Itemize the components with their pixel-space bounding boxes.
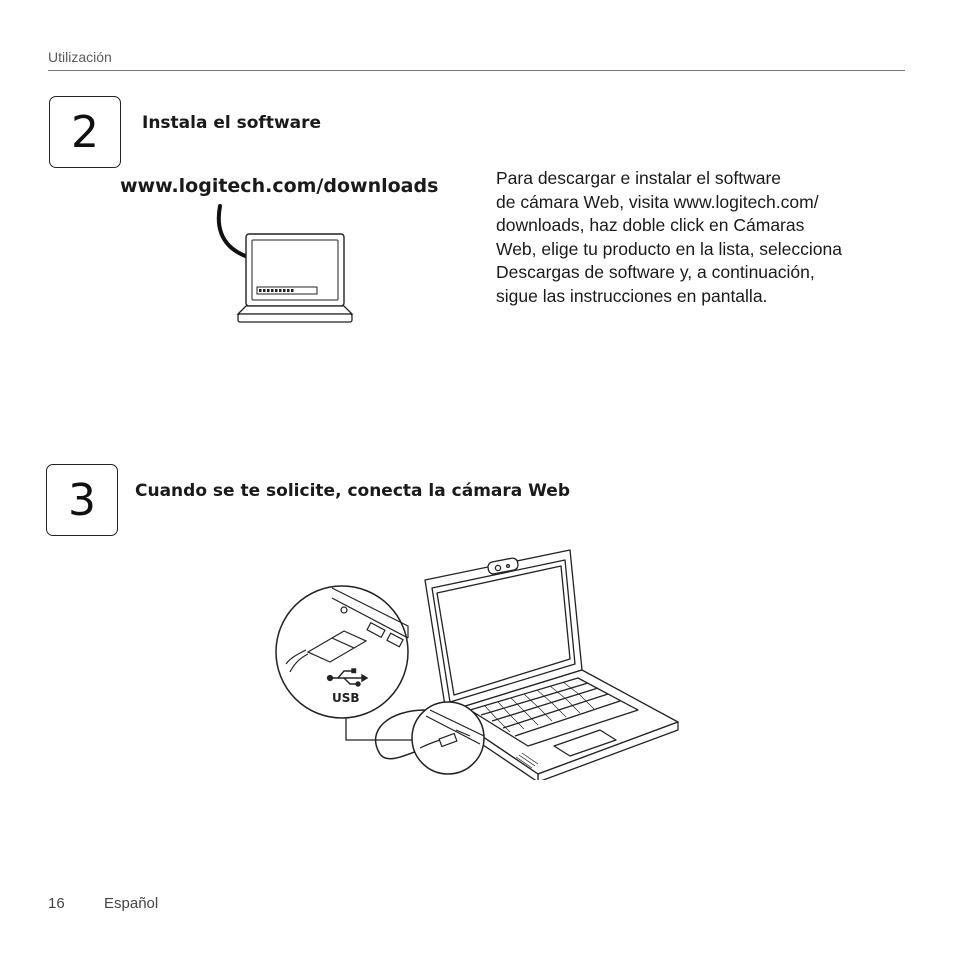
description-line: Para descargar e instalar el software [496,168,781,188]
usb-label: USB [332,691,360,705]
description-line: sigue las instrucciones en pantalla. [496,285,768,306]
download-url: www.logitech.com/downloads [120,175,439,197]
footer-language: Español [104,895,159,912]
section-header: Utilización [48,49,112,65]
header-divider [48,70,905,71]
step-3-number: 3 [68,474,96,526]
step-2-number-box [49,96,121,168]
description-line: Web, elige tu producto en la lista, selecciona [496,238,842,259]
page-number: 16 [48,895,65,912]
step-3-title: Cuando se te solicite, conecta la cámara Web [135,481,571,501]
webcam-usb-connection-illustration [270,540,690,780]
description-line: de cámara Web, visita www.logitech.com/ [496,191,819,212]
laptop-download-illustration [200,198,370,328]
step-2-description [496,167,896,308]
step-2-number: 2 [71,106,99,158]
description-line: Descargas de software y, a continuación, [496,262,815,282]
step-2-title: Instala el software [142,113,322,133]
description-line: downloads, haz doble click en Cámaras [496,215,805,235]
step-3-number-box [46,464,118,536]
